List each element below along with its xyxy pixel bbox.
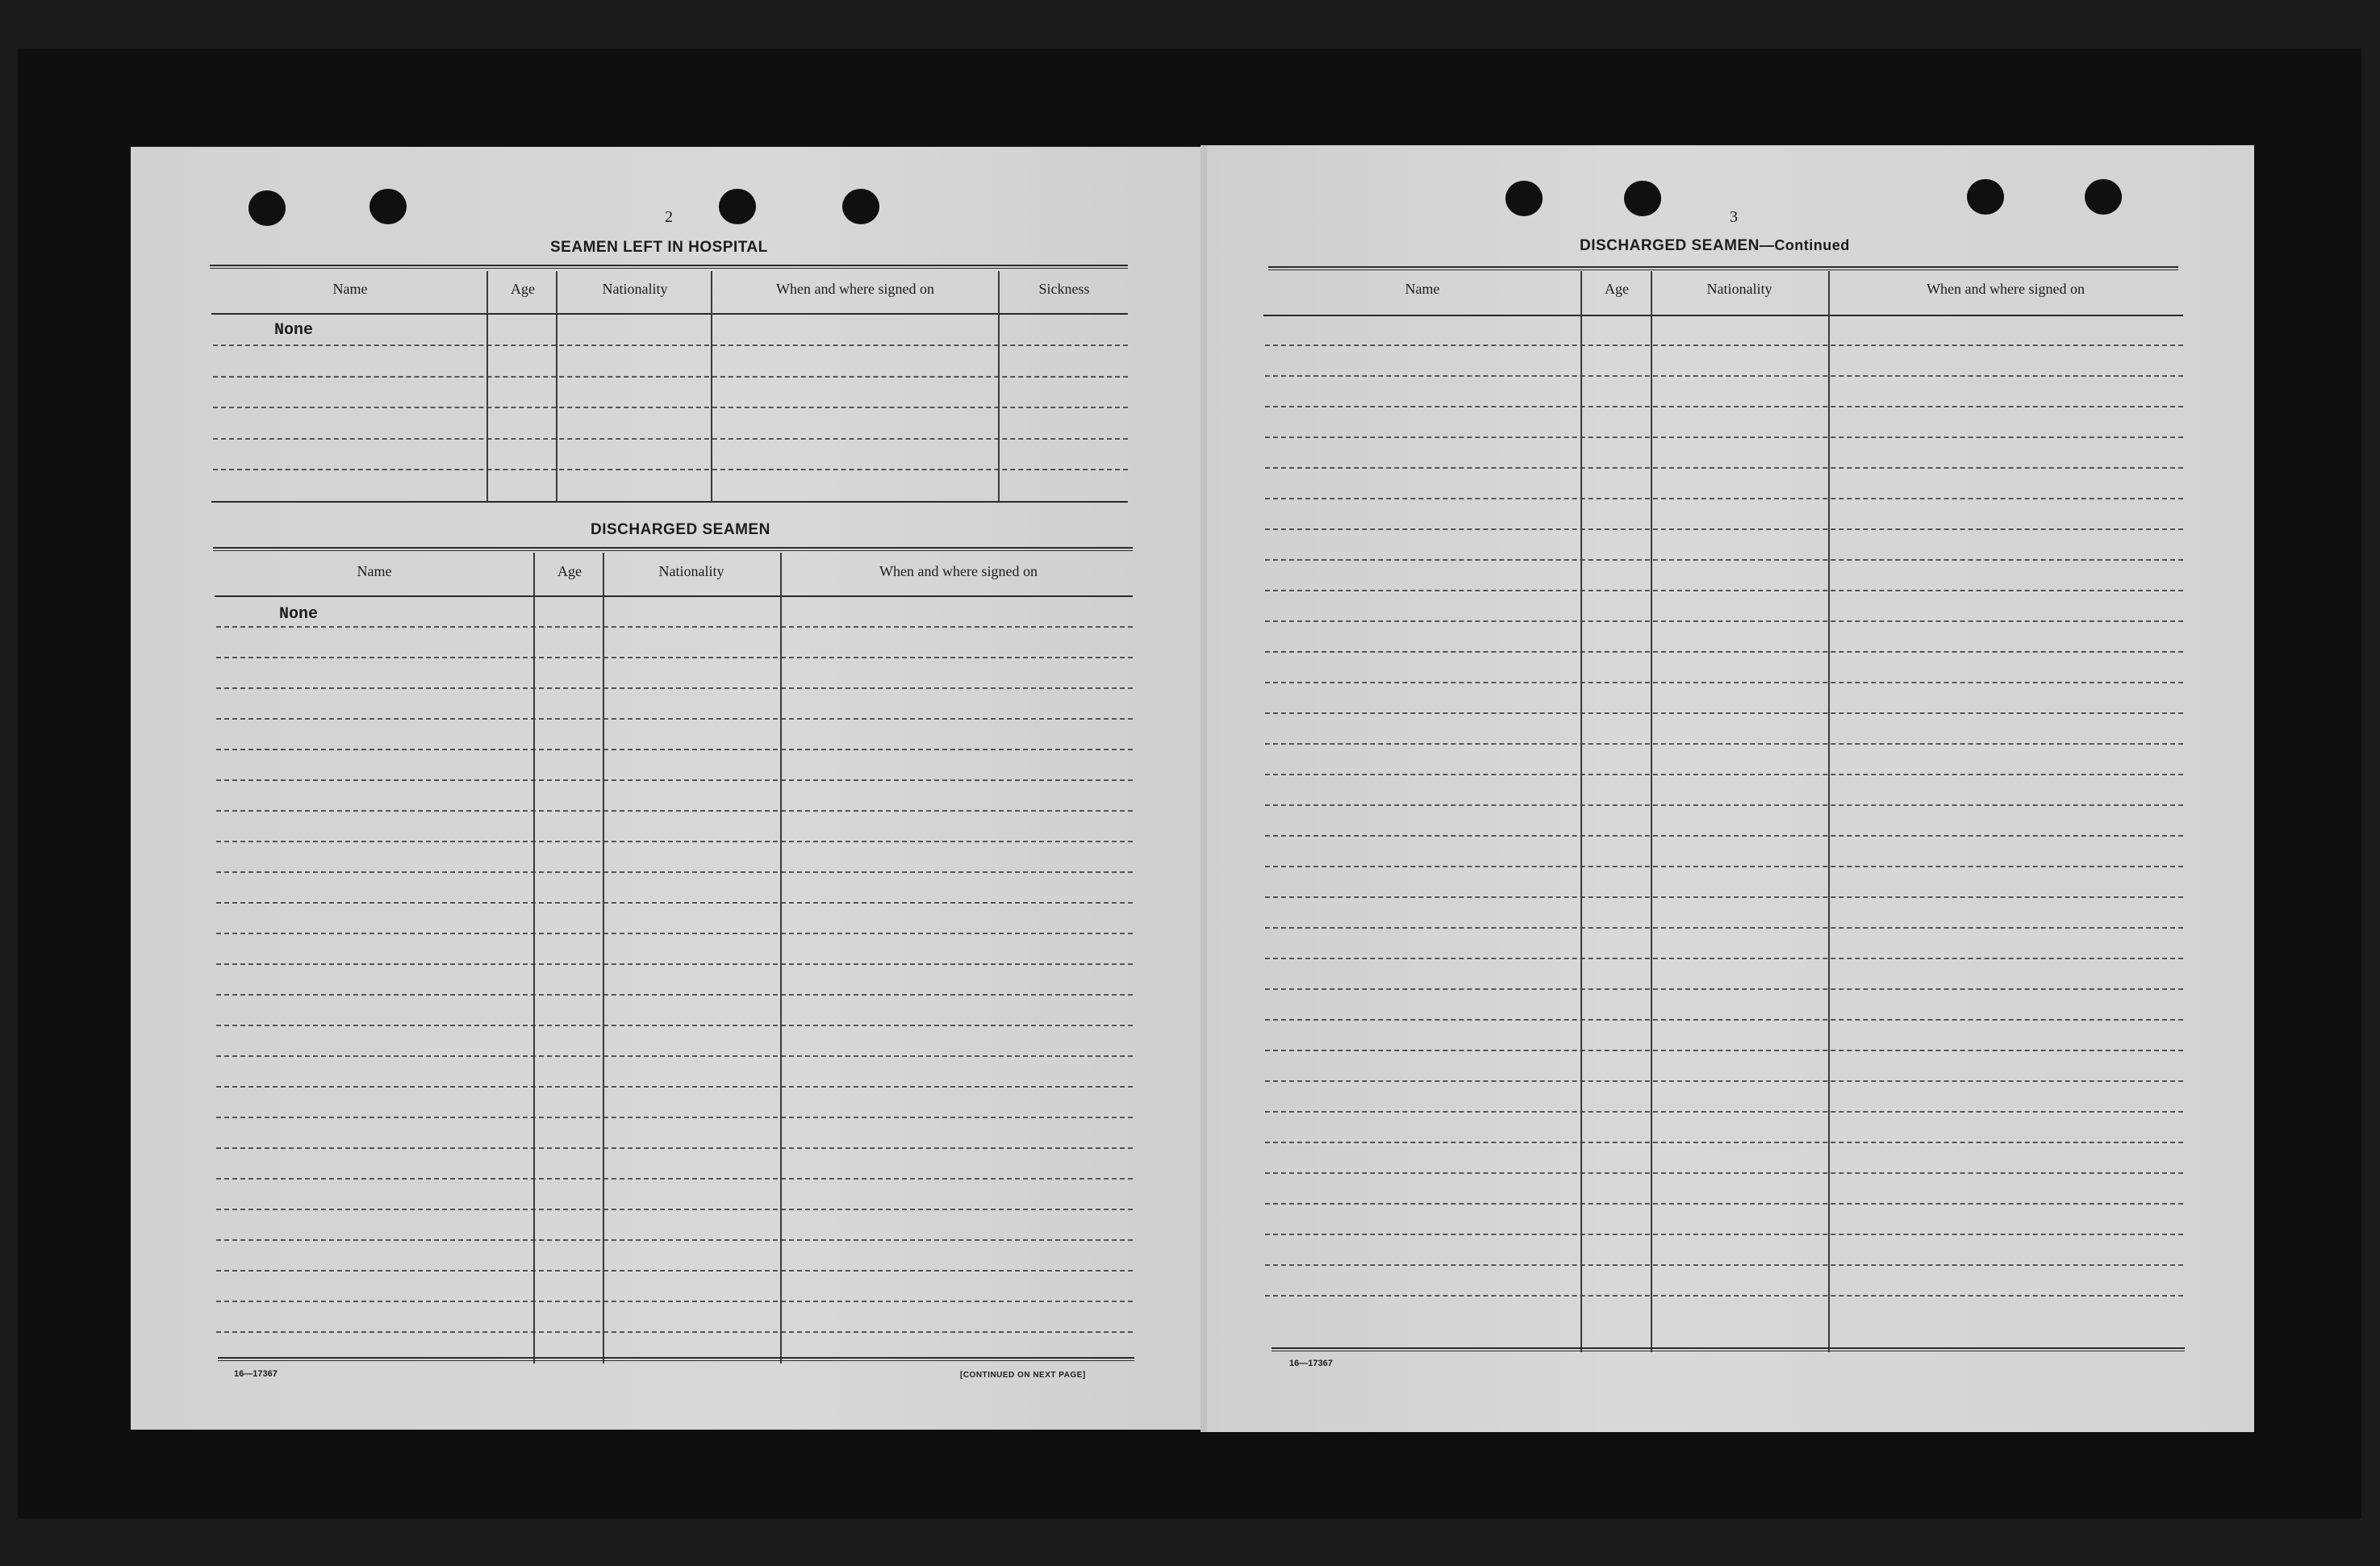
row-line xyxy=(216,718,1133,720)
right-col-divider xyxy=(1580,271,1582,1352)
row-line xyxy=(216,1086,1133,1088)
continued-suffix: —Continued xyxy=(1759,237,1850,253)
row-line xyxy=(1265,1019,2183,1021)
punch-hole xyxy=(1624,181,1661,216)
discharged-continued-title-main: DISCHARGED SEAMEN xyxy=(1580,237,1760,254)
right-bottom-rule xyxy=(1271,1347,2185,1351)
row-line xyxy=(213,376,1128,378)
row-line xyxy=(1265,1080,2183,1082)
row-line xyxy=(216,657,1133,658)
row-line xyxy=(216,810,1133,812)
row-line xyxy=(1265,743,2183,745)
punch-hole xyxy=(1505,181,1543,216)
right-col-name: Name xyxy=(1405,281,1440,297)
row-line xyxy=(1265,375,2183,377)
row-line xyxy=(213,345,1128,346)
right-header-rule xyxy=(1263,315,2183,316)
row-line xyxy=(213,438,1128,440)
row-line xyxy=(1265,774,2183,775)
row-line xyxy=(216,994,1133,996)
row-line xyxy=(1265,866,2183,867)
row-line xyxy=(216,1331,1133,1333)
page-number: 2 xyxy=(665,208,673,226)
row-line xyxy=(216,871,1133,873)
row-line xyxy=(216,1209,1133,1210)
hospital-col-signed-on: When and where signed on xyxy=(776,281,934,297)
hospital-section-title: SEAMEN LEFT IN HOSPITAL xyxy=(550,239,768,256)
hospital-header-rule xyxy=(211,313,1128,315)
row-line xyxy=(1265,1264,2183,1266)
discharged-section-title: DISCHARGED SEAMEN xyxy=(591,521,770,538)
discharged-col-signed-on: When and where signed on xyxy=(879,563,1038,579)
row-line xyxy=(216,1239,1133,1241)
row-line xyxy=(1265,1172,2183,1174)
hospital-entry: None xyxy=(274,321,314,340)
row-line xyxy=(216,902,1133,904)
row-line xyxy=(1265,436,2183,438)
row-line xyxy=(1265,406,2183,407)
punch-hole xyxy=(719,189,756,224)
discharged-col-divider xyxy=(780,553,782,1363)
right-col-signed-on: When and where signed on xyxy=(1927,281,2085,297)
row-line xyxy=(1265,345,2183,346)
hospital-top-rule xyxy=(210,265,1128,269)
row-line xyxy=(1265,559,2183,561)
right-col-divider xyxy=(1828,271,1830,1352)
row-line xyxy=(1265,682,2183,683)
right-top-rule xyxy=(1268,266,2178,270)
row-line xyxy=(216,1270,1133,1272)
discharged-col-divider xyxy=(533,553,535,1363)
hospital-col-divider xyxy=(556,271,557,501)
discharged-col-nationality: Nationality xyxy=(658,563,724,579)
discharged-col-divider xyxy=(603,553,604,1363)
row-line xyxy=(1265,498,2183,499)
hospital-col-divider xyxy=(998,271,1000,501)
right-col-divider xyxy=(1651,271,1652,1352)
hospital-col-name: Name xyxy=(332,281,368,297)
hospital-bottom-rule xyxy=(211,501,1128,503)
row-line xyxy=(1265,1142,2183,1143)
row-line xyxy=(216,1055,1133,1057)
form-number: 16—17367 xyxy=(234,1369,278,1379)
row-line xyxy=(1265,958,2183,959)
row-line xyxy=(216,687,1133,689)
form-number: 16—17367 xyxy=(1289,1359,1333,1368)
row-line xyxy=(1265,896,2183,898)
row-line xyxy=(213,407,1128,408)
row-line xyxy=(1265,1234,2183,1235)
row-line xyxy=(1265,1295,2183,1297)
right-col-age: Age xyxy=(1605,281,1629,297)
row-line xyxy=(1265,620,2183,622)
row-line xyxy=(1265,528,2183,530)
row-line xyxy=(216,1117,1133,1118)
punch-hole xyxy=(248,190,286,226)
row-line xyxy=(216,963,1133,965)
discharged-top-rule xyxy=(213,547,1133,551)
row-line xyxy=(1265,1050,2183,1051)
row-line xyxy=(216,749,1133,750)
discharged-col-age: Age xyxy=(557,563,582,579)
row-line xyxy=(1265,712,2183,714)
page-gutter xyxy=(1200,145,1207,1432)
continued-note: [CONTINUED ON NEXT PAGE] xyxy=(960,1371,1086,1380)
punch-hole xyxy=(370,189,407,224)
row-line xyxy=(1265,835,2183,837)
hospital-col-age: Age xyxy=(511,281,535,297)
punch-hole xyxy=(2085,179,2122,215)
row-line xyxy=(216,1301,1133,1302)
row-line xyxy=(216,933,1133,934)
page-number: 3 xyxy=(1730,208,1738,226)
hospital-col-divider xyxy=(711,271,712,501)
discharged-continued-title xyxy=(1580,237,1850,255)
punch-hole xyxy=(842,189,879,224)
hospital-col-sickness: Sickness xyxy=(1038,281,1090,297)
row-line xyxy=(1265,804,2183,806)
row-line xyxy=(1265,988,2183,990)
discharged-bottom-rule xyxy=(218,1357,1134,1361)
row-line xyxy=(1265,467,2183,469)
discharged-header-rule xyxy=(215,595,1133,597)
row-line xyxy=(1265,927,2183,929)
hospital-col-divider xyxy=(486,271,488,501)
discharged-entry: None xyxy=(279,605,319,624)
row-line xyxy=(216,1025,1133,1026)
row-line xyxy=(213,469,1128,470)
row-line xyxy=(216,1178,1133,1180)
row-line xyxy=(216,779,1133,781)
row-line xyxy=(1265,651,2183,653)
right-col-nationality: Nationality xyxy=(1706,281,1772,297)
row-line xyxy=(216,841,1133,842)
row-line xyxy=(1265,1203,2183,1205)
row-line xyxy=(1265,590,2183,591)
punch-hole xyxy=(1967,179,2004,215)
discharged-col-name: Name xyxy=(357,563,392,579)
row-line xyxy=(1265,1111,2183,1113)
right-page xyxy=(1204,145,2254,1432)
row-line xyxy=(216,1147,1133,1149)
row-line xyxy=(216,626,1133,628)
hospital-col-nationality: Nationality xyxy=(602,281,668,297)
